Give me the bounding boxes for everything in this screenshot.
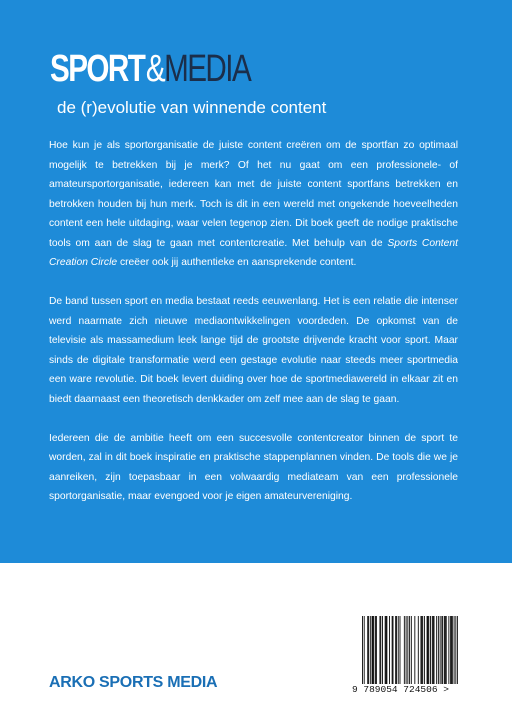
barcode-bar [385, 616, 386, 692]
barcode-bar [386, 616, 387, 692]
barcode-bar [445, 616, 446, 692]
barcode-bar [427, 616, 428, 692]
barcode-bar [442, 616, 443, 692]
blurb-paragraph-2: De band tussen sport en media bestaat reeds eeuwenlang. Het is een relatie die intenser werd naarmate zich nieuwe mediaontwikkelingen voordeden. De opkomst van de televisie als massamedium leek lange tijd de grootste drijvende kracht voor sport. Maar sinds de digitale transformatie werd een gestage evolutie naar steeds meer sportmedia een ware revolutie. Dit boek levert duiding over hoe de sportmediawereld in elkaar zit en biedt daarnaast een theoretisch denkkader om zelf mee aan de slag te gaan. [49, 296, 458, 405]
barcode-bar [446, 616, 447, 692]
barcode-bar [411, 616, 412, 692]
barcode-bar [373, 616, 374, 692]
barcode-bar [421, 616, 422, 692]
barcode-bar [393, 616, 394, 692]
barcode-bar [372, 616, 373, 692]
barcode-bar [432, 616, 433, 692]
blurb-paragraph-1 [49, 136, 458, 273]
barcode-bar [418, 616, 419, 692]
barcode-bar [367, 616, 368, 692]
barcode-bar [396, 616, 397, 692]
blurb [49, 136, 458, 526]
barcode-bar [382, 616, 383, 692]
barcode-bar [428, 616, 429, 692]
barcode-bar [380, 616, 381, 692]
blurb-p1-emphasis: Sports Content Creation Circle [49, 237, 458, 268]
barcode-bar [427, 616, 428, 692]
barcode-bar [375, 616, 376, 692]
title-sport: SPORT [50, 48, 145, 90]
title-media: MEDIA [164, 48, 251, 90]
barcode-bar [451, 616, 452, 692]
barcode-bar [436, 616, 437, 692]
barcode-bar [398, 616, 399, 692]
barcode-bar [376, 616, 377, 692]
blurb-p1-text: Hoe kun je als sportorganisatie de juiste content creëren om de sportfan zo optimaal mogelijk te betrekken bij je merk? Of het nu gaat om een professionele- of amateursportorganisatie, iedereen kan met de juiste content sportfans betrekken en betrokken houden bij hun merk. Toch is dit in een wereld met ongekende hoeveelheden content een hele uitdaging, waar velen tegenop zien. Dit boek geeft de nodige praktische tools om aan de slag te gaan met contentcreatie. Met behulp van de [49, 140, 458, 249]
blurb-paragraph-3: Iedereen die de ambitie heeft om een succesvolle contentcreator binnen de sport te worden, zal in dit boek inspiratie en praktische stappenplannen vinden. De tools die we je aanreiken, zijn toepasbaar in een volwaardig mediateam van een professionele sportorganisatie, maar evengoed voor je eigen amateurvereniging. [49, 432, 458, 502]
barcode-bar [433, 616, 434, 692]
barcode-bar [386, 616, 387, 692]
barcode-bars [362, 616, 458, 692]
barcode-bar [392, 616, 393, 692]
barcode-bar [438, 616, 439, 692]
barcode-bar [379, 616, 380, 692]
barcode-bar [364, 616, 365, 692]
book-subtitle: de (r)evolutie van winnende content [57, 98, 327, 117]
blurb-p1-end: creëer ook jij authentieke en aansprekende content. [117, 257, 357, 268]
barcode-bar [452, 616, 453, 692]
barcode-bar [450, 616, 451, 692]
barcode-bar [420, 616, 421, 692]
isbn-number: 9 789054 724506 > [352, 684, 470, 695]
barcode-bar [457, 616, 458, 692]
barcode-bar [430, 616, 431, 692]
barcode-bar [434, 616, 435, 692]
barcode-bar [441, 616, 442, 692]
barcode-bar [440, 616, 441, 692]
barcode-bar [409, 616, 410, 692]
barcode-bar [424, 616, 425, 692]
barcode-bar [370, 616, 371, 692]
barcode-bar [404, 616, 405, 692]
barcode-bar [368, 616, 369, 692]
title-ampersand: & [145, 48, 165, 90]
barcode-bar [455, 616, 456, 692]
isbn-barcode [352, 614, 470, 700]
barcode-bar [422, 616, 423, 692]
barcode-bar [400, 616, 401, 692]
publisher-logo: ARKO SPORTS MEDIA [49, 674, 218, 691]
barcode-bar [389, 616, 390, 692]
book-title [50, 46, 250, 92]
barcode-bar [448, 616, 449, 692]
barcode-bar [372, 616, 373, 692]
barcode-bar [406, 616, 407, 692]
barcode-bar [362, 616, 363, 692]
barcode-bar [414, 616, 415, 692]
barcode-bar [395, 616, 396, 692]
barcode-bar [407, 616, 408, 692]
barcode-bar [454, 616, 455, 692]
barcode-bar [444, 616, 445, 692]
